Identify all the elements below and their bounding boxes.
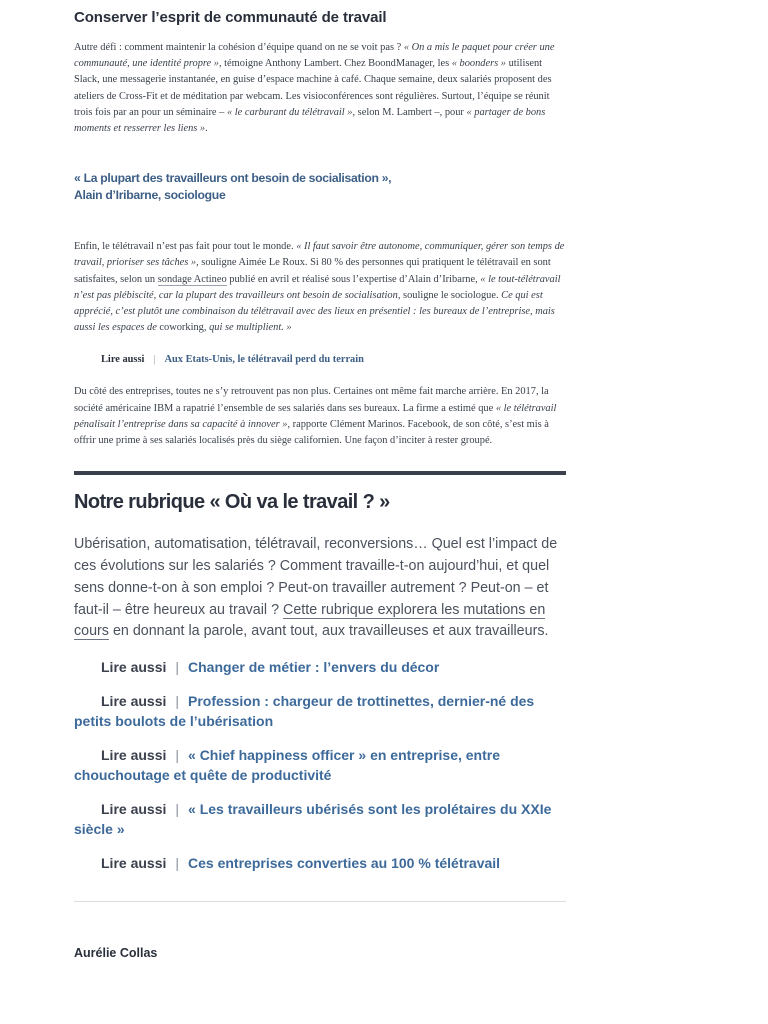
quote-text: , qui se multiplient. » [203, 322, 292, 334]
related-item [74, 745, 566, 785]
inline-link[interactable]: sondage Actineo [157, 273, 227, 285]
related-label: Lire aussi [101, 354, 145, 366]
text-run: Ubérisation, automatisation, télétravail, reconversions… Quel est l’impact de ces évolutions sur les salariés ? Comment travaille-t-on aujourd’hui, et quel sens donne-t-on à son emploi ? Peut-on travailler autrement ? Peut-on – et faut-il – être heureux au travail ? [74, 536, 558, 618]
text-run: , souligne le sociologue. [397, 289, 502, 301]
related-separator: | [175, 747, 180, 764]
related-separator: | [175, 693, 180, 710]
author-name: Aurélie Collas [74, 946, 158, 961]
footer-divider [74, 901, 566, 902]
related-link-travailleurs-uberises[interactable]: « Les travailleurs ubérisés sont les prolétaires du XXIe siècle » [74, 801, 552, 838]
related-separator: | [175, 801, 180, 818]
pull-quote-attribution: Alain d’Iribarne, sociologue [74, 187, 226, 202]
quote-text: « le télétravail pénalisait l’entreprise dans sa capacité à innover » [74, 402, 557, 430]
text-run: Du côté des entreprises, toutes ne s’y retrouvent pas non plus. Certaines ont même fait marche arrière. En 2017, la société américaine IBM a rapatrié l’ensemble de ses salariés dans ses bureaux. La firme a estimé que [74, 386, 549, 414]
section-divider [74, 471, 566, 475]
related-link-teletravail-100[interactable]: Ces entreprises converties au 100 % télétravail [188, 855, 501, 872]
text-run: utilisent Slack, une messagerie instantanée, en guise d’espace machine à café. Chaque semaine, deux salariés proposent des ateliers de Cross-Fit et de méditation par webcam. Les visioconférences sont régulières. Surtout, l’équipe se réunit trois fois par an pour un séminaire – [74, 58, 552, 118]
text-run: coworking [159, 322, 204, 334]
text-run: , rapporte Clément Marinos. Facebook, de son côté, s’est mis à offrir une prime à ses salariés localisés près du siège californien. Une façon d’inciter à rester groupé. [74, 418, 549, 447]
inline-link[interactable]: Cette rubrique explorera les mutations en cours [74, 601, 546, 640]
text-run: , selon M. Lambert –, pour [352, 106, 467, 118]
quote-text: « le tout-télétravail n’est pas plébiscité, car la plupart des travailleurs ont besoin de socialisation [74, 273, 561, 301]
section-heading: Conserver l’esprit de communauté de travail [74, 9, 387, 26]
pull-quote [74, 170, 566, 203]
related-item [74, 691, 566, 731]
quote-text: Ce qui est apprécié, c’est plutôt une combinaison du télétravail avec des lieux en présentiel : les bureaux de l’entreprise, mais aussi les espaces de [74, 289, 555, 334]
paragraph-community [74, 40, 566, 137]
quote-text: « le carburant du télétravail » [226, 106, 353, 118]
rubrique-heading: Notre rubrique « Où va le travail ? » [74, 491, 390, 514]
quote-text: « partager de bons moments et resserrer les liens » [74, 106, 546, 135]
related-link-chargeur-trottinettes[interactable]: Profession : chargeur de trottinettes, dernier-né des petits boulots de l’ubérisation [74, 693, 535, 730]
related-label: Lire aussi [101, 659, 167, 676]
related-separator: | [175, 855, 180, 872]
related-label: Lire aussi [101, 693, 167, 710]
text-run: , souligne Aimée Le Roux. Si 80 % des personnes qui pratiquent le télétravail en sont satisfaites, selon un [74, 257, 551, 285]
paragraph-entreprises [74, 384, 566, 449]
related-separator: | [153, 354, 156, 366]
related-link-chief-happiness[interactable]: « Chief happiness officer » en entreprise, entre chouchoutage et quête de productivité [74, 747, 501, 784]
quote-text: « boonders » [451, 58, 506, 70]
text-run: en donnant la parole, avant tout, aux travailleuses et aux travailleurs. [108, 623, 549, 640]
paragraph-socialisation [74, 239, 566, 336]
related-article-inline [101, 354, 566, 365]
related-articles-list [74, 657, 566, 873]
text-run: . [205, 123, 208, 135]
article-body [74, 0, 566, 960]
related-label: Lire aussi [101, 747, 167, 764]
related-link-etats-unis[interactable]: Aux Etats-Unis, le télétravail perd du terrain [164, 354, 364, 366]
related-item [74, 853, 566, 873]
related-label: Lire aussi [101, 855, 167, 872]
related-item [74, 799, 566, 839]
related-separator: | [175, 659, 180, 676]
text-run: publié en avril et réalisé sous l’expertise d’Alain d’Iribarne, [226, 273, 481, 285]
text-run: , témoigne Anthony Lambert. Chez BoondManager, les [218, 58, 452, 70]
text-run: Autre défi : comment maintenir la cohésion d’équipe quand on ne se voit pas ? [74, 42, 404, 53]
quote-text: « On a mis le paquet pour créer une communauté, une identité propre » [74, 42, 555, 70]
text-run: Enfin, le télétravail n’est pas fait pour tout le monde. [74, 241, 297, 253]
related-label: Lire aussi [101, 801, 167, 818]
rubrique-lead [74, 534, 566, 643]
pull-quote-text: « La plupart des travailleurs ont besoin de socialisation », [74, 171, 392, 186]
related-link-changer-de-metier[interactable]: Changer de métier : l’envers du décor [188, 659, 440, 676]
related-item [74, 657, 566, 677]
quote-text: « Il faut savoir être autonome, communiquer, gérer son temps de travail, prioriser ses tâches » [74, 241, 565, 269]
